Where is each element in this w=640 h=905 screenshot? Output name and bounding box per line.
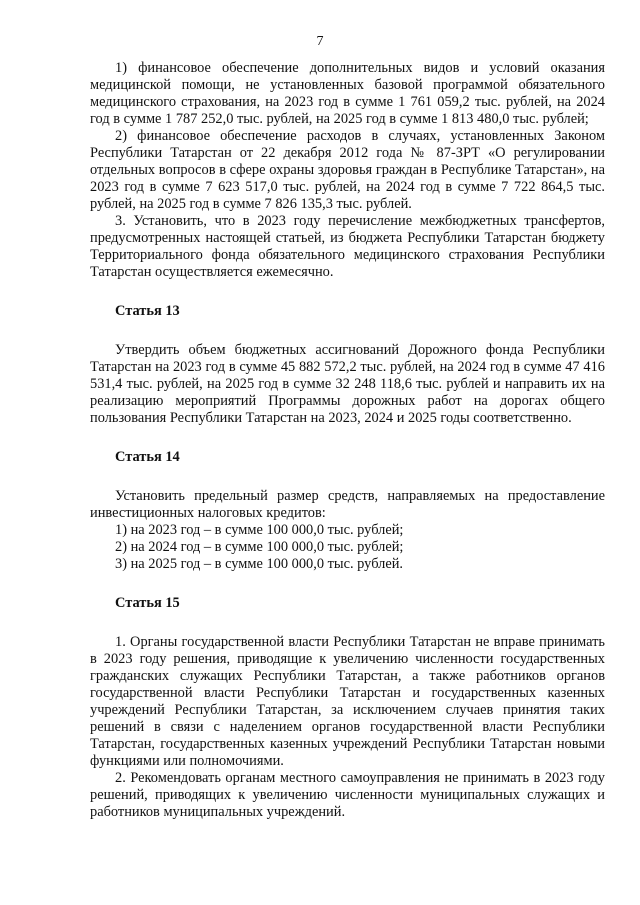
article-15-paragraph-1: 1. Органы государственной власти Республики Татарстан не вправе принимать в 2023 году решения, приводящие к увеличению численности государственных гражданских служащих Республики Татарстан, а также работников органов государственной власти Республики Татарстан и государственных казенных учреждений Республики Татарстан, за исключением случаев принятия таких решений в связи с наделением органов государственной власти Республики Татарстан, государственных казенных учреждений Республики Татарстан новыми функциями или полномочиями.: [90, 634, 605, 769]
article-14-heading: Статья 14: [115, 449, 180, 465]
page-number: 7: [316, 34, 324, 49]
article-13-heading: Статья 13: [115, 303, 180, 319]
document-body: [90, 60, 605, 821]
paragraph-2: 2) финансовое обеспечение расходов в случаях, установленных Законом Республики Татарстан от 22 декабря 2012 года № 87-ЗРТ «О регулировании отдельных вопросов в сфере охраны здоровья граждан в Республике Татарстан», на 2023 год в сумме 7 623 517,0 тыс. рублей, на 2024 год в сумме 7 722 864,5 тыс. рублей, на 2025 год в сумме 7 826 135,3 тыс. рублей.: [90, 128, 605, 212]
paragraph-1: 1) финансовое обеспечение дополнительных видов и условий оказания медицинской помощи, не установленных базовой программой обязательного медицинского страхования, на 2023 год в сумме 1 761 059,2 тыс. рублей, на 2024 год в сумме 1 787 252,0 тыс. рублей, на 2025 год в сумме 1 813 480,0 тыс. рублей;: [90, 60, 605, 127]
article-14-paragraph: Установить предельный размер средств, направляемых на предоставление инвестиционных налоговых кредитов:: [90, 488, 605, 521]
article-13-paragraph: Утвердить объем бюджетных ассигнований Дорожного фонда Республики Татарстан на 2023 год в сумме 45 882 572,2 тыс. рублей, на 2024 год в сумме 47 416 531,4 тыс. рублей, на 2025 год в сумме 32 248 118,6 тыс. рублей и направить их на реализацию мероприятий Программы дорожных работ на дорогах общего пользования Республики Татарстан на 2023, 2024 и 2025 годы соответственно.: [90, 342, 605, 426]
paragraph-3: 3. Установить, что в 2023 году перечисление межбюджетных трансфертов, предусмотренных настоящей статьей, из бюджета Республики Татарстан бюджету Территориального фонда обязательного медицинского страхования Республики Татарстан осуществляется ежемесячно.: [90, 213, 605, 280]
article-15-paragraph-2: 2. Рекомендовать органам местного самоуправления не принимать в 2023 году решений, приводящих к увеличению численности муниципальных служащих и работников муниципальных учреждений.: [90, 770, 605, 820]
article-14-list-item: 1) на 2023 год – в сумме 100 000,0 тыс. рублей;: [115, 522, 404, 538]
article-14-list-item: 2) на 2024 год – в сумме 100 000,0 тыс. рублей;: [115, 539, 404, 555]
article-14-list-item: 3) на 2025 год – в сумме 100 000,0 тыс. рублей.: [115, 556, 404, 572]
article-15-heading: Статья 15: [115, 595, 180, 611]
